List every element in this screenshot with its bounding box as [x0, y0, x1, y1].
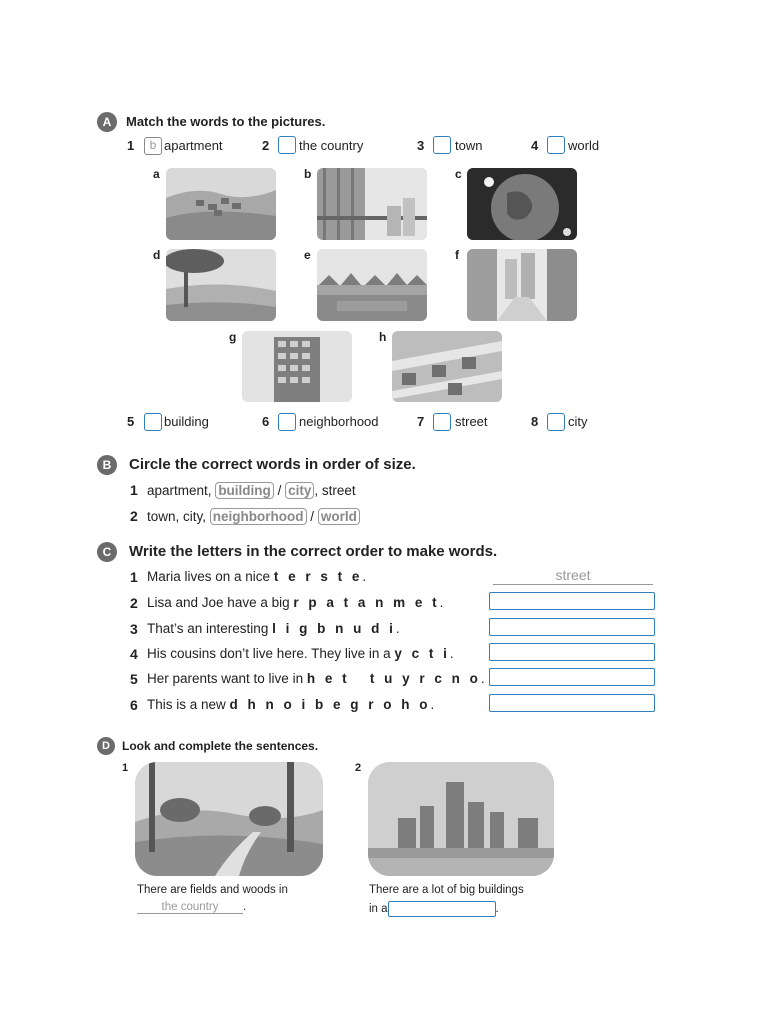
- answer-field-6[interactable]: [489, 694, 655, 712]
- sentence-6: [147, 697, 434, 712]
- picture-neighborhood: [317, 249, 427, 321]
- item-number: 2: [130, 595, 138, 611]
- caption-2: There are a lot of big buildings: [369, 884, 524, 896]
- item-number: 2: [262, 138, 270, 153]
- picture-building: [242, 331, 352, 402]
- sentence-text: This is a new: [147, 697, 226, 712]
- scrambled-word: r p a t a n m e t: [293, 595, 440, 610]
- sentence-5: [147, 671, 485, 686]
- answer-field-2[interactable]: [489, 592, 655, 610]
- choice-city[interactable]: city: [285, 482, 314, 499]
- item-number: 2: [355, 762, 362, 774]
- item-number: 3: [130, 621, 138, 637]
- answer-box-5[interactable]: [144, 413, 162, 431]
- scrambled-word: t e r s t e: [273, 569, 363, 584]
- caption-end: .: [243, 901, 247, 913]
- answer-box-3[interactable]: [433, 136, 451, 154]
- item-number: 1: [122, 762, 129, 774]
- item-number: 7: [417, 414, 425, 429]
- picture-label-d: d: [153, 248, 161, 262]
- item-number: 4: [130, 646, 138, 662]
- scrambled-word: y c t i: [394, 646, 450, 661]
- word-world: world: [568, 138, 600, 153]
- picture-apartment: [317, 168, 427, 240]
- answer-box-4[interactable]: [547, 136, 565, 154]
- section-a-badge: A: [97, 112, 117, 132]
- sentence-2: [147, 595, 443, 610]
- picture-label-f: f: [455, 248, 459, 262]
- answer-field-d2[interactable]: [388, 901, 496, 917]
- word-apartment: apartment: [164, 138, 223, 153]
- answer-field-4[interactable]: [489, 643, 655, 661]
- size-order-row-1: [147, 482, 356, 499]
- answer-field-5[interactable]: [489, 668, 655, 686]
- answer-box-2[interactable]: [278, 136, 296, 154]
- item-number: 8: [531, 414, 539, 429]
- sentence-end: .: [449, 646, 454, 661]
- picture-label-h: h: [379, 330, 387, 344]
- scrambled-word: d h n o i b e g r o h o: [229, 697, 431, 712]
- choice-building[interactable]: building: [215, 482, 273, 499]
- word-the-country: the country: [299, 138, 364, 153]
- sentence-text: That’s an interesting: [147, 621, 269, 636]
- section-b-badge: B: [97, 455, 117, 475]
- item-number: 4: [531, 138, 539, 153]
- sentence-text: Lisa and Joe have a big: [147, 595, 290, 610]
- sentence-4: [147, 646, 454, 661]
- picture-country: [166, 249, 276, 321]
- sentence-end: .: [395, 621, 400, 636]
- item-number: 1: [130, 569, 138, 585]
- word-town: town: [455, 138, 483, 153]
- section-c-badge: C: [97, 542, 117, 562]
- caption-1: There are fields and woods in: [137, 884, 288, 896]
- sentence-end: .: [480, 671, 485, 686]
- picture-label-b: b: [304, 167, 312, 181]
- section-d-title: Look and complete the sentences.: [122, 739, 319, 753]
- row-text: , street: [314, 483, 356, 498]
- item-number: 1: [127, 138, 135, 153]
- answer-fill-1: the country: [137, 901, 243, 914]
- picture-label-c: c: [455, 167, 462, 181]
- item-number: 3: [417, 138, 425, 153]
- picture-label-g: g: [229, 330, 237, 344]
- caption-2-answer-row: [369, 901, 499, 917]
- item-number: 1: [130, 482, 138, 498]
- word-street: street: [455, 414, 488, 429]
- word-building: building: [164, 414, 209, 429]
- sentence-end: .: [430, 697, 435, 712]
- picture-street: [467, 249, 577, 321]
- answer-line-1: street: [493, 566, 653, 585]
- picture-town-village: [166, 168, 276, 240]
- row-text: town, city,: [147, 509, 207, 524]
- item-number: 6: [130, 697, 138, 713]
- sentence-3: [147, 621, 400, 636]
- word-neighborhood: neighborhood: [299, 414, 379, 429]
- section-a-title: Match the words to the pictures.: [126, 114, 326, 129]
- sentence-end: .: [439, 595, 444, 610]
- row-text: apartment,: [147, 483, 212, 498]
- section-c-title: Write the letters in the correct order to make words.: [129, 543, 498, 560]
- answer-box-7[interactable]: [433, 413, 451, 431]
- scrambled-word: l i g b n u d i: [272, 621, 396, 636]
- scrambled-word: h e t t u y r c n o: [306, 671, 481, 686]
- section-b-title: Circle the correct words in order of size.: [129, 456, 416, 473]
- choice-world[interactable]: world: [318, 508, 360, 525]
- item-number: 5: [127, 414, 135, 429]
- sentence-end: .: [362, 569, 367, 584]
- answer-box-1[interactable]: b: [144, 137, 162, 155]
- caption-end: .: [495, 903, 499, 916]
- separator: /: [277, 483, 282, 498]
- caption-1-answer-row: [137, 901, 246, 914]
- item-number: 2: [130, 508, 138, 524]
- sentence-text: His cousins don’t live here. They live in a: [147, 646, 391, 661]
- picture-country-scene: [135, 762, 323, 876]
- separator: /: [310, 509, 315, 524]
- picture-city-scene: [368, 762, 554, 876]
- section-d-badge: D: [97, 737, 115, 755]
- item-number: 6: [262, 414, 270, 429]
- caption-start: in a: [369, 903, 388, 916]
- picture-label-a: a: [153, 167, 160, 181]
- item-number: 5: [130, 671, 138, 687]
- choice-neighborhood[interactable]: neighborhood: [210, 508, 307, 525]
- picture-world: [467, 168, 577, 240]
- sentence-1: [147, 569, 366, 584]
- picture-label-e: e: [304, 248, 311, 262]
- sentence-text: Maria lives on a nice: [147, 569, 271, 584]
- answer-field-3[interactable]: [489, 618, 655, 636]
- answer-box-8[interactable]: [547, 413, 565, 431]
- word-city: city: [568, 414, 588, 429]
- answer-box-6[interactable]: [278, 413, 296, 431]
- picture-city: [392, 331, 502, 402]
- size-order-row-2: [147, 508, 360, 525]
- sentence-text: Her parents want to live in: [147, 671, 304, 686]
